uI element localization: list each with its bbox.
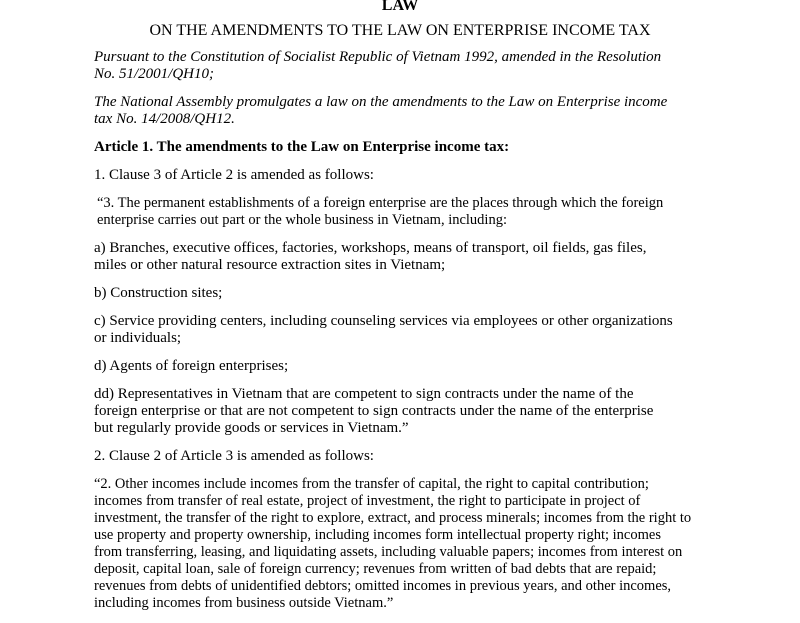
text-line: revenues from debts of unidentified debtors; omitted incomes in previous years, and other incomes, bbox=[94, 578, 672, 594]
text-line: or individuals; bbox=[94, 330, 182, 346]
text-line: investment, the transfer of the right to explore, extract, and process minerals; incomes from the right to bbox=[94, 510, 692, 526]
clause-1-item-b bbox=[94, 285, 714, 302]
article-1-heading: Article 1. The amendments to the Law on Enterprise income tax: bbox=[94, 139, 510, 155]
text-line: c) Service providing centers, including counseling services via employees or other organizations bbox=[94, 313, 673, 329]
text-line: dd) Representatives in Vietnam that are competent to sign contracts under the name of the bbox=[94, 386, 634, 402]
text-line: Pursuant to the Constitution of Socialist Republic of Vietnam 1992, amended in the Resolution bbox=[94, 49, 662, 65]
text-line: The National Assembly promulgates a law on the amendments to the Law on Enterprise income bbox=[94, 94, 668, 110]
text-line: deposit, capital loan, sale of foreign currency; revenues from written of bad debts that are repaid; bbox=[94, 561, 657, 577]
text-line: tax No. 14/2008/QH12. bbox=[94, 111, 235, 127]
text-line: b) Construction sites; bbox=[94, 285, 223, 301]
document-body bbox=[94, 49, 714, 623]
text-line: from transferring, leasing, and liquidating assets, including valuable papers; incomes from interest on bbox=[94, 544, 683, 560]
clause-1-item-d bbox=[94, 358, 714, 375]
preamble-constitution bbox=[94, 49, 714, 83]
clause-1-quote bbox=[94, 195, 714, 229]
text-line: use property and property ownership, including incomes form intellectual property right; incomes bbox=[94, 527, 661, 543]
clause-1-item-c bbox=[94, 313, 714, 347]
text-line: “3. The permanent establishments of a foreign enterprise are the places through which the foreign bbox=[97, 195, 664, 211]
text-line: including incomes from business outside Vietnam.” bbox=[94, 595, 394, 611]
clause-1-item-a bbox=[94, 240, 714, 274]
clause-2-quote bbox=[94, 476, 714, 612]
text-line: d) Agents of foreign enterprises; bbox=[94, 358, 289, 374]
clause-2-intro: 2. Clause 2 of Article 3 is amended as follows: bbox=[94, 448, 374, 464]
clause-1-item-dd bbox=[94, 386, 714, 437]
text-line: but regularly provide goods or services in Vietnam.” bbox=[94, 420, 409, 436]
text-line: enterprise carries out part or the whole business in Vietnam, including: bbox=[97, 212, 507, 228]
text-line: miles or other natural resource extraction sites in Vietnam; bbox=[94, 257, 446, 273]
text-line: No. 51/2001/QH10; bbox=[94, 66, 214, 82]
document-title: LAW bbox=[381, 0, 419, 14]
text-line: a) Branches, executive offices, factories, workshops, means of transport, oil fields, gas files, bbox=[94, 240, 647, 256]
text-line: “2. Other incomes include incomes from the transfer of capital, the right to capital contribution; bbox=[94, 476, 649, 492]
clause-1-intro: 1. Clause 3 of Article 2 is amended as follows: bbox=[94, 167, 374, 183]
document-subtitle: ON THE AMENDMENTS TO THE LAW ON ENTERPRISE INCOME TAX bbox=[149, 22, 651, 39]
text-line: foreign enterprise or that are not competent to sign contracts under the name of the enterprise bbox=[94, 403, 654, 419]
text-line: incomes from transfer of real estate, project of investment, the right to participate in project of bbox=[94, 493, 641, 509]
preamble-promulgation bbox=[94, 94, 714, 128]
